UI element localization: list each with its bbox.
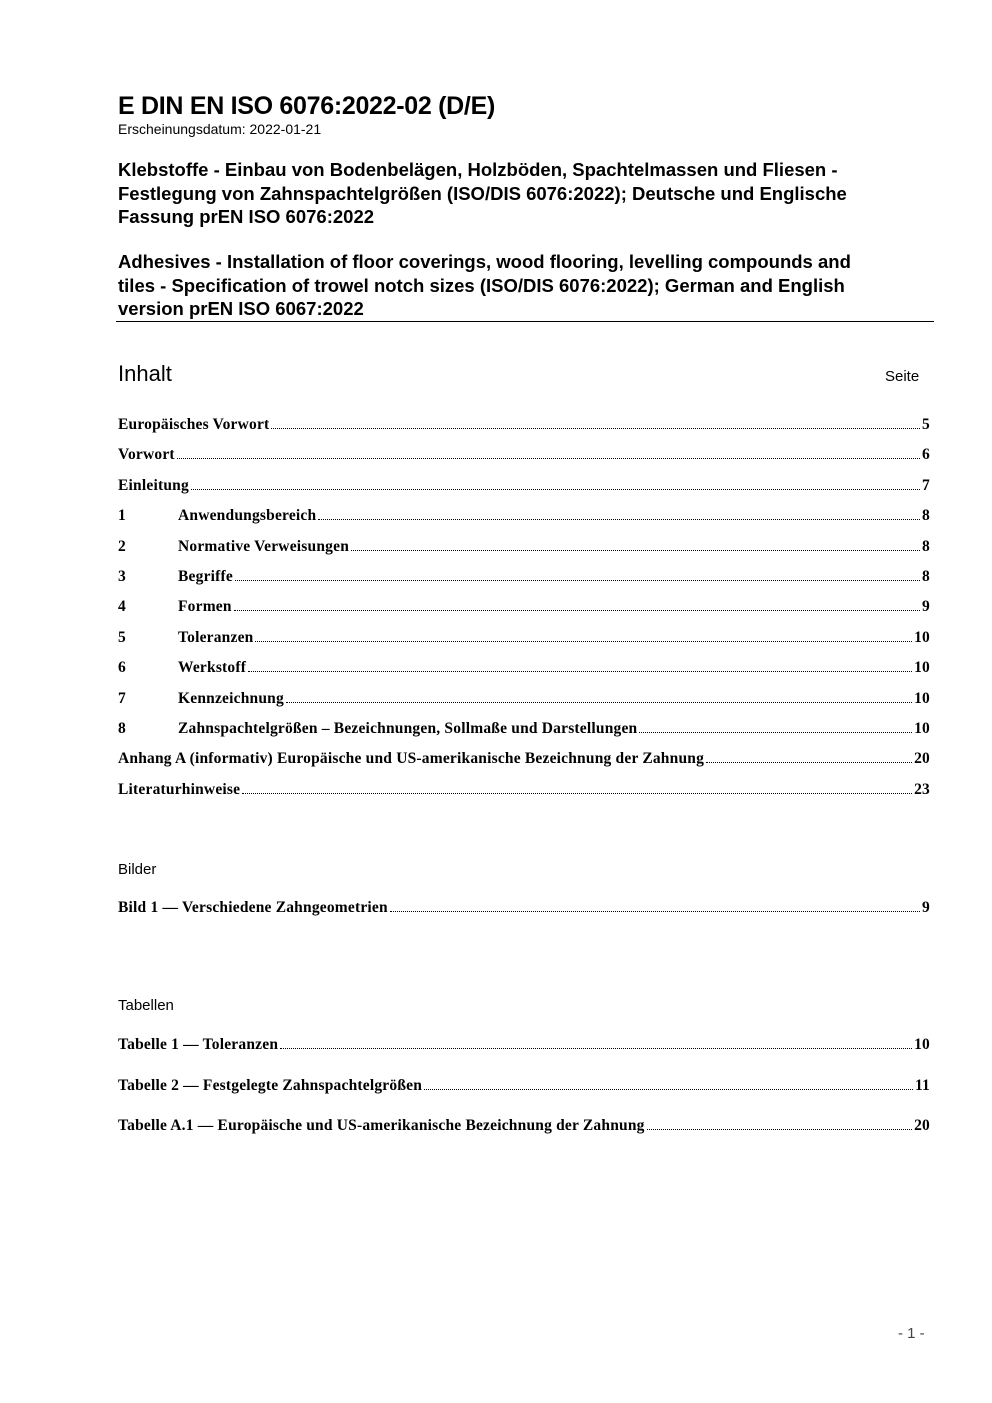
toc-entry[interactable] <box>118 446 930 468</box>
toc-entry-page: 20 <box>914 1117 930 1134</box>
toc-entry-label: Formen <box>178 598 232 616</box>
toc-dot-leader <box>424 1088 913 1090</box>
toc-entry[interactable] <box>118 416 930 438</box>
toc-entry-label: Toleranzen <box>178 628 254 646</box>
title-english-line: Adhesives - Installation of floor coverings, wood flooring, levelling compounds and <box>118 251 851 272</box>
toc-entry[interactable] <box>118 1077 930 1099</box>
toc-entry-page: 6 <box>922 446 930 464</box>
toc-dot-leader <box>286 701 912 703</box>
toc-entry-number: 3 <box>118 568 126 585</box>
toc-entry[interactable] <box>118 720 930 742</box>
toc-entry[interactable] <box>118 477 930 499</box>
toc-entry[interactable] <box>118 538 930 560</box>
toc-entry[interactable] <box>118 899 930 921</box>
toc-entry-page: 10 <box>914 659 930 677</box>
toc-entry-label: Werkstoff <box>178 659 247 677</box>
toc-entry-label: Anwendungsbereich <box>178 507 317 525</box>
toc-entry-number: 5 <box>118 628 126 646</box>
toc-entry-label: Bild 1 — Verschiedene Zahngeometrien <box>118 899 388 916</box>
tables-heading: Tabellen <box>118 997 174 1014</box>
title-english-line: version prEN ISO 6067:2022 <box>118 298 364 319</box>
publication-date: Erscheinungsdatum: 2022-01-21 <box>118 121 322 137</box>
figures-heading: Bilder <box>118 861 157 878</box>
toc-dot-leader <box>351 549 920 551</box>
toc-entry[interactable] <box>118 1117 930 1139</box>
toc-entry-page: 20 <box>914 750 930 768</box>
toc-entry-label: Tabelle A.1 — Europäische und US-amerikanische Bezeichnung der Zahnung <box>118 1117 645 1134</box>
toc-dot-leader <box>248 670 912 672</box>
toc-entry-page: 23 <box>914 780 930 798</box>
toc-dot-leader <box>390 910 920 912</box>
document-id: E DIN EN ISO 6076:2022-02 (D/E) <box>118 92 495 120</box>
toc-entry[interactable] <box>118 750 930 772</box>
toc-entry[interactable] <box>118 690 930 712</box>
toc-entry-number: 4 <box>118 598 126 616</box>
toc-dot-leader <box>271 427 920 429</box>
toc-entry-page: 10 <box>914 689 930 707</box>
toc-entry-page: 5 <box>922 416 930 433</box>
toc-entry-label: Literaturhinweise <box>118 780 241 798</box>
title-english <box>118 250 934 321</box>
toc-entry-number: 2 <box>118 537 126 555</box>
toc-entry[interactable] <box>118 1036 930 1058</box>
toc-dot-leader <box>191 488 920 490</box>
toc-dot-leader <box>242 792 912 794</box>
toc-entry-label: Tabelle 1 — Toleranzen <box>118 1036 279 1053</box>
page-column-label: Seite <box>885 368 920 385</box>
toc-entry[interactable] <box>118 507 930 529</box>
page-number: - 1 - <box>898 1325 925 1342</box>
toc-entry[interactable] <box>118 598 930 620</box>
toc-entry-number: 6 <box>118 659 126 677</box>
toc-entry-label: Zahnspachtelgrößen – Bezeichnungen, Sollmaße und Darstellungen <box>178 720 638 737</box>
title-german <box>118 158 934 229</box>
toc-dot-leader <box>235 579 920 581</box>
toc-dot-leader <box>255 640 912 642</box>
toc-entry-number: 7 <box>118 689 126 707</box>
toc-entry-page: 7 <box>922 476 930 494</box>
toc-entry-page: 8 <box>922 568 930 585</box>
toc-entry-page: 8 <box>922 537 930 555</box>
toc-entry-page: 11 <box>914 1076 930 1094</box>
toc-entry[interactable] <box>118 568 930 590</box>
title-english-line: tiles - Specification of trowel notch sizes (ISO/DIS 6076:2022); German and English <box>118 274 845 296</box>
toc-dot-leader <box>639 731 912 733</box>
toc-entry-page: 8 <box>922 507 930 525</box>
title-german-line: Klebstoffe - Einbau von Bodenbelägen, Holzböden, Spachtelmassen und Fliesen - <box>118 159 838 180</box>
toc-entry-label: Europäisches Vorwort <box>118 416 270 433</box>
toc-entry-page: 10 <box>914 720 930 737</box>
title-german-line: Fassung prEN ISO 6076:2022 <box>118 206 375 227</box>
toc-entry-page: 10 <box>914 1036 930 1053</box>
toc-entry-label: Tabelle 2 — Festgelegte Zahnspachtelgrößen <box>118 1076 423 1094</box>
toc-dot-leader <box>280 1047 912 1049</box>
toc-entry-label: Anhang A (informativ) Europäische und US-amerikanische Bezeichnung der Zahnung <box>118 750 705 768</box>
toc-entry-number: 8 <box>118 720 126 737</box>
toc-entry-label: Einleitung <box>118 476 189 494</box>
toc-entry[interactable] <box>118 629 930 651</box>
toc-entry-label: Normative Verweisungen <box>178 537 350 555</box>
toc-entry[interactable] <box>118 659 930 681</box>
toc-dot-leader <box>647 1128 912 1130</box>
toc-entry-label: Kennzeichnung <box>178 689 284 707</box>
toc-dot-leader <box>318 518 920 520</box>
toc-dot-leader <box>706 761 912 763</box>
toc-entry-page: 9 <box>922 899 930 916</box>
toc-dot-leader <box>234 609 920 611</box>
toc-entry-label: Vorwort <box>118 446 175 464</box>
toc-entry-number: 1 <box>118 507 126 525</box>
toc-entry[interactable] <box>118 781 930 803</box>
toc-entry-page: 9 <box>922 598 930 616</box>
title-german-line: Festlegung von Zahnspachtelgrößen (ISO/DIS 6076:2022); Deutsche und Englische <box>118 182 847 204</box>
contents-heading: Inhalt <box>118 361 172 386</box>
toc-entry-page: 10 <box>914 628 930 646</box>
toc-entry-label: Begriffe <box>178 568 233 585</box>
toc-dot-leader <box>177 457 920 459</box>
